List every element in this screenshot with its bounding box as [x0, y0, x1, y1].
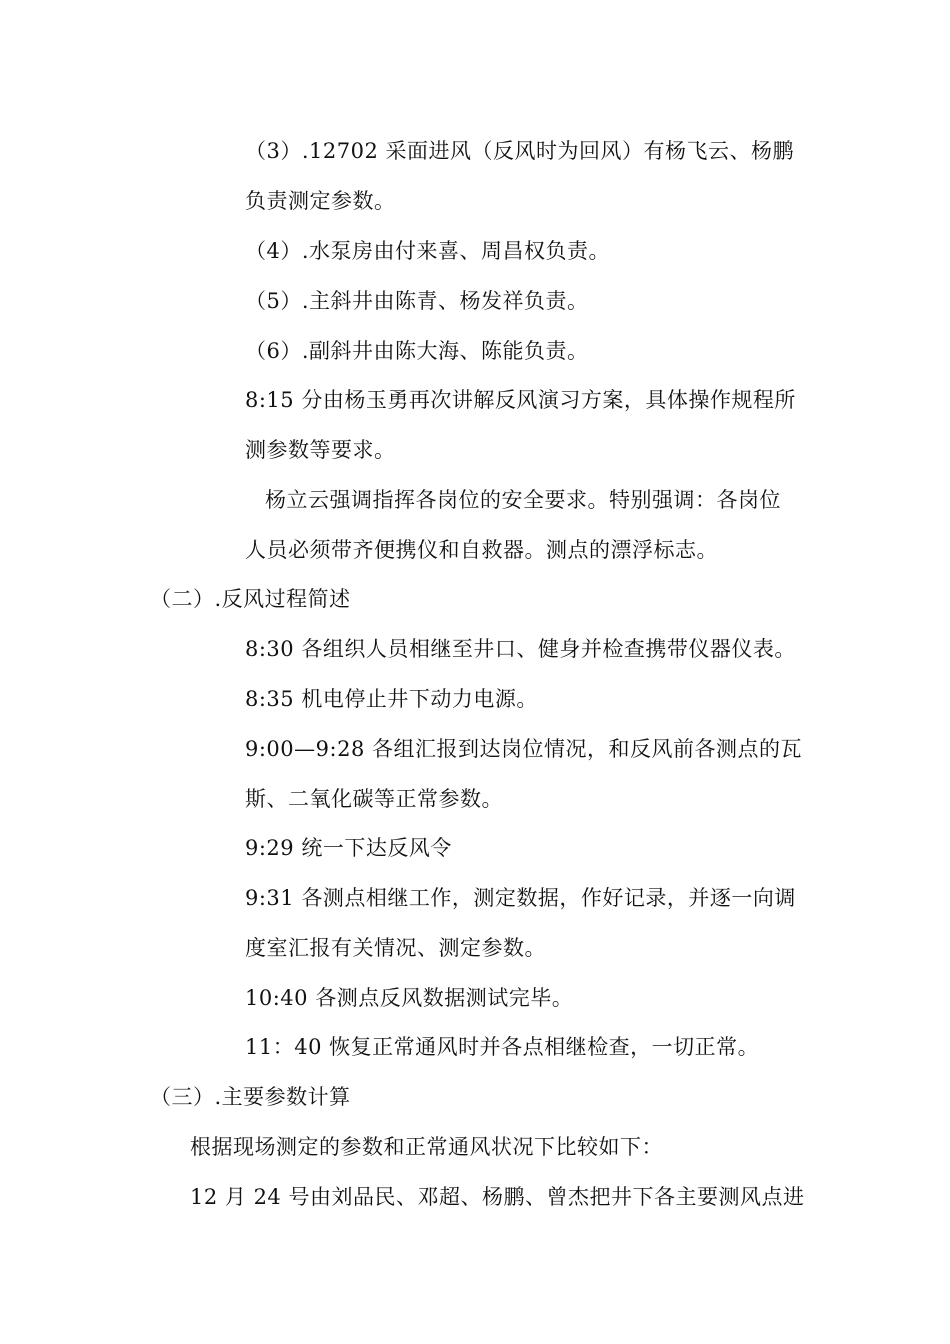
paragraph-line: 测参数等要求。 [245, 438, 396, 462]
paragraph-line: （5）.主斜井由陈青、杨发祥负责。 [245, 289, 589, 313]
paragraph-line: 9:00—9:28 各组汇报到达岗位情况，和反风前各测点的瓦 [245, 737, 802, 761]
paragraph-line: 度室汇报有关情况、测定参数。 [245, 936, 546, 960]
paragraph-line: 8:15 分由杨玉勇再次讲解反风演习方案，具体操作规程所 [245, 388, 796, 412]
paragraph-line: 根据现场测定的参数和正常通风状况下比较如下： [190, 1135, 663, 1159]
paragraph-line: （6）.副斜井由陈大海、陈能负责。 [245, 339, 589, 363]
paragraph-line: 人员必须带齐便携仪和自救器。测点的漂浮标志。 [245, 538, 718, 562]
paragraph-line: （4）.水泵房由付来喜、周昌权负责。 [245, 239, 611, 263]
section-heading: （三）.主要参数计算 [150, 1085, 351, 1109]
paragraph-line: 12 月 24 号由刘品民、邓超、杨鹏、曾杰把井下各主要测风点进 [190, 1185, 805, 1209]
paragraph-line: 9:31 各测点相继工作，测定数据，作好记录，并逐一向调 [245, 886, 796, 910]
paragraph-line: 斯、二氧化碳等正常参数。 [245, 787, 503, 811]
paragraph-line: 9:29 统一下达反风令 [245, 836, 452, 860]
paragraph-line: 杨立云强调指挥各岗位的安全要求。特别强调：各岗位 [265, 488, 781, 512]
paragraph-line: （3）.12702 采面进风（反风时为回风）有杨飞云、杨鹏 [245, 139, 795, 163]
paragraph-line: 负责测定参数。 [245, 189, 396, 213]
paragraph-line: 10:40 各测点反风数据测试完毕。 [245, 986, 574, 1010]
paragraph-line: 8:30 各组织人员相继至井口、健身并检查携带仪器仪表。 [245, 637, 796, 661]
paragraph-line: 8:35 机电停止井下动力电源。 [245, 687, 538, 711]
section-heading: （二）.反风过程简述 [150, 587, 351, 611]
paragraph-line: 11：40 恢复正常通风时并各点相继检查，一切正常。 [245, 1035, 760, 1059]
